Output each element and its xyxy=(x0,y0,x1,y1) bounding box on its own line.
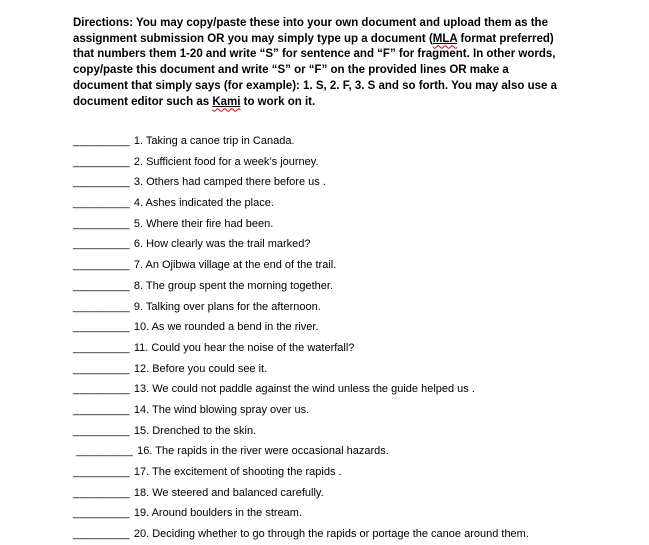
worksheet-item xyxy=(73,400,529,421)
answer-blank[interactable]: _________ xyxy=(73,279,130,292)
worksheet-item xyxy=(73,317,529,338)
worksheet-item xyxy=(73,379,529,400)
worksheet-item xyxy=(73,276,529,297)
answer-blank[interactable]: _________ xyxy=(73,155,130,168)
item-text: 18. We steered and balanced carefully. xyxy=(133,486,324,499)
directions-text: copy/paste this document and write “S” or “F” on the provided lines OR make a xyxy=(73,64,509,77)
answer-blank[interactable]: _________ xyxy=(73,300,130,313)
worksheet-item xyxy=(73,359,529,380)
underlined-word xyxy=(212,96,240,108)
item-text: 13. We could not paddle against the wind unless the guide helped us . xyxy=(133,383,475,396)
directions-line xyxy=(73,79,557,95)
answer-blank[interactable]: _________ xyxy=(73,176,130,189)
items-list xyxy=(73,131,529,545)
worksheet-item xyxy=(73,234,529,255)
directions-line xyxy=(73,63,557,79)
item-text: 3. Others had camped there before us . xyxy=(133,176,326,189)
answer-blank[interactable]: _________ xyxy=(73,217,130,230)
directions-line xyxy=(73,16,557,32)
worksheet-item xyxy=(73,503,529,524)
item-text: 12. Before you could see it. xyxy=(133,362,268,375)
item-text: 6. How clearly was the trail marked? xyxy=(133,238,311,251)
item-text: 8. The group spent the morning together. xyxy=(133,279,334,292)
item-text: 11. Could you hear the noise of the waterfall? xyxy=(133,341,355,354)
directions-text: to work on it. xyxy=(240,95,316,108)
worksheet-item xyxy=(73,152,529,173)
directions-paragraph xyxy=(73,16,557,110)
directions-text: document editor such as xyxy=(73,95,213,108)
worksheet-item xyxy=(73,462,529,483)
item-text: 15. Drenched to the skin. xyxy=(133,424,257,437)
answer-blank[interactable]: _________ xyxy=(73,341,130,354)
answer-blank[interactable]: _________ xyxy=(73,528,130,541)
answer-blank[interactable]: _________ xyxy=(73,383,130,396)
directions-text: Directions: You may copy/paste these into your own document and upload them as the xyxy=(73,17,548,29)
answer-blank[interactable]: _________ xyxy=(73,486,130,499)
misspelled-word: Kami xyxy=(212,95,241,108)
item-text: 20. Deciding whether to go through the rapids or portage the canoe around them. xyxy=(133,528,529,541)
misspelled-word: MLA xyxy=(432,32,458,45)
worksheet-item xyxy=(73,255,529,276)
answer-blank[interactable]: _________ xyxy=(73,321,130,334)
item-text: 19. Around boulders in the stream. xyxy=(133,507,303,520)
directions-line xyxy=(73,32,557,48)
answer-blank[interactable]: _________ xyxy=(73,466,130,478)
worksheet-item xyxy=(73,338,529,359)
directions-text: format preferred) xyxy=(457,32,554,45)
worksheet-item xyxy=(73,193,529,214)
answer-blank[interactable]: _________ xyxy=(73,507,130,520)
answer-blank[interactable]: _________ xyxy=(73,424,130,437)
answer-blank[interactable]: _________ xyxy=(73,445,134,458)
item-text: 4. Ashes indicated the place. xyxy=(133,197,274,210)
worksheet-item xyxy=(73,441,529,462)
worksheet-item xyxy=(73,483,529,504)
worksheet-item xyxy=(73,524,529,545)
answer-blank[interactable]: _________ xyxy=(73,403,130,416)
directions-line xyxy=(73,95,557,111)
item-text: 10. As we rounded a bend in the river. xyxy=(133,321,319,334)
directions-text: assignment submission OR you may simply type up a document ( xyxy=(73,32,433,45)
directions-text: that numbers them 1-20 and write “S” for sentence and “F” for fragment. In other words, xyxy=(73,48,556,61)
worksheet-item xyxy=(73,214,529,235)
item-text: 7. An Ojibwa village at the end of the trail. xyxy=(133,259,337,272)
answer-blank[interactable]: _________ xyxy=(73,238,130,251)
answer-blank[interactable]: _________ xyxy=(73,135,130,147)
item-text: 17. The excitement of shooting the rapids . xyxy=(133,466,342,478)
directions-line xyxy=(73,47,557,63)
directions-text: document that simply says (for example): 1. S, 2. F, 3. S and so forth. You may also use a xyxy=(73,79,557,92)
item-text: 1. Taking a canoe trip in Canada. xyxy=(133,135,295,147)
item-text: 2. Sufficient food for a week’s journey. xyxy=(133,155,319,168)
item-text: 16. The rapids in the river were occasional hazards. xyxy=(137,445,389,458)
item-text: 5. Where their fire had been. xyxy=(133,217,274,230)
item-text: 9. Talking over plans for the afternoon. xyxy=(133,300,321,313)
answer-blank[interactable]: _________ xyxy=(73,197,130,210)
worksheet-item xyxy=(73,421,529,442)
answer-blank[interactable]: _________ xyxy=(73,362,130,375)
worksheet-item xyxy=(73,297,529,318)
worksheet-item xyxy=(73,131,529,152)
item-text: 14. The wind blowing spray over us. xyxy=(133,403,310,416)
answer-blank[interactable]: _________ xyxy=(73,259,130,272)
underlined-word xyxy=(433,33,457,45)
worksheet-item xyxy=(73,172,529,193)
